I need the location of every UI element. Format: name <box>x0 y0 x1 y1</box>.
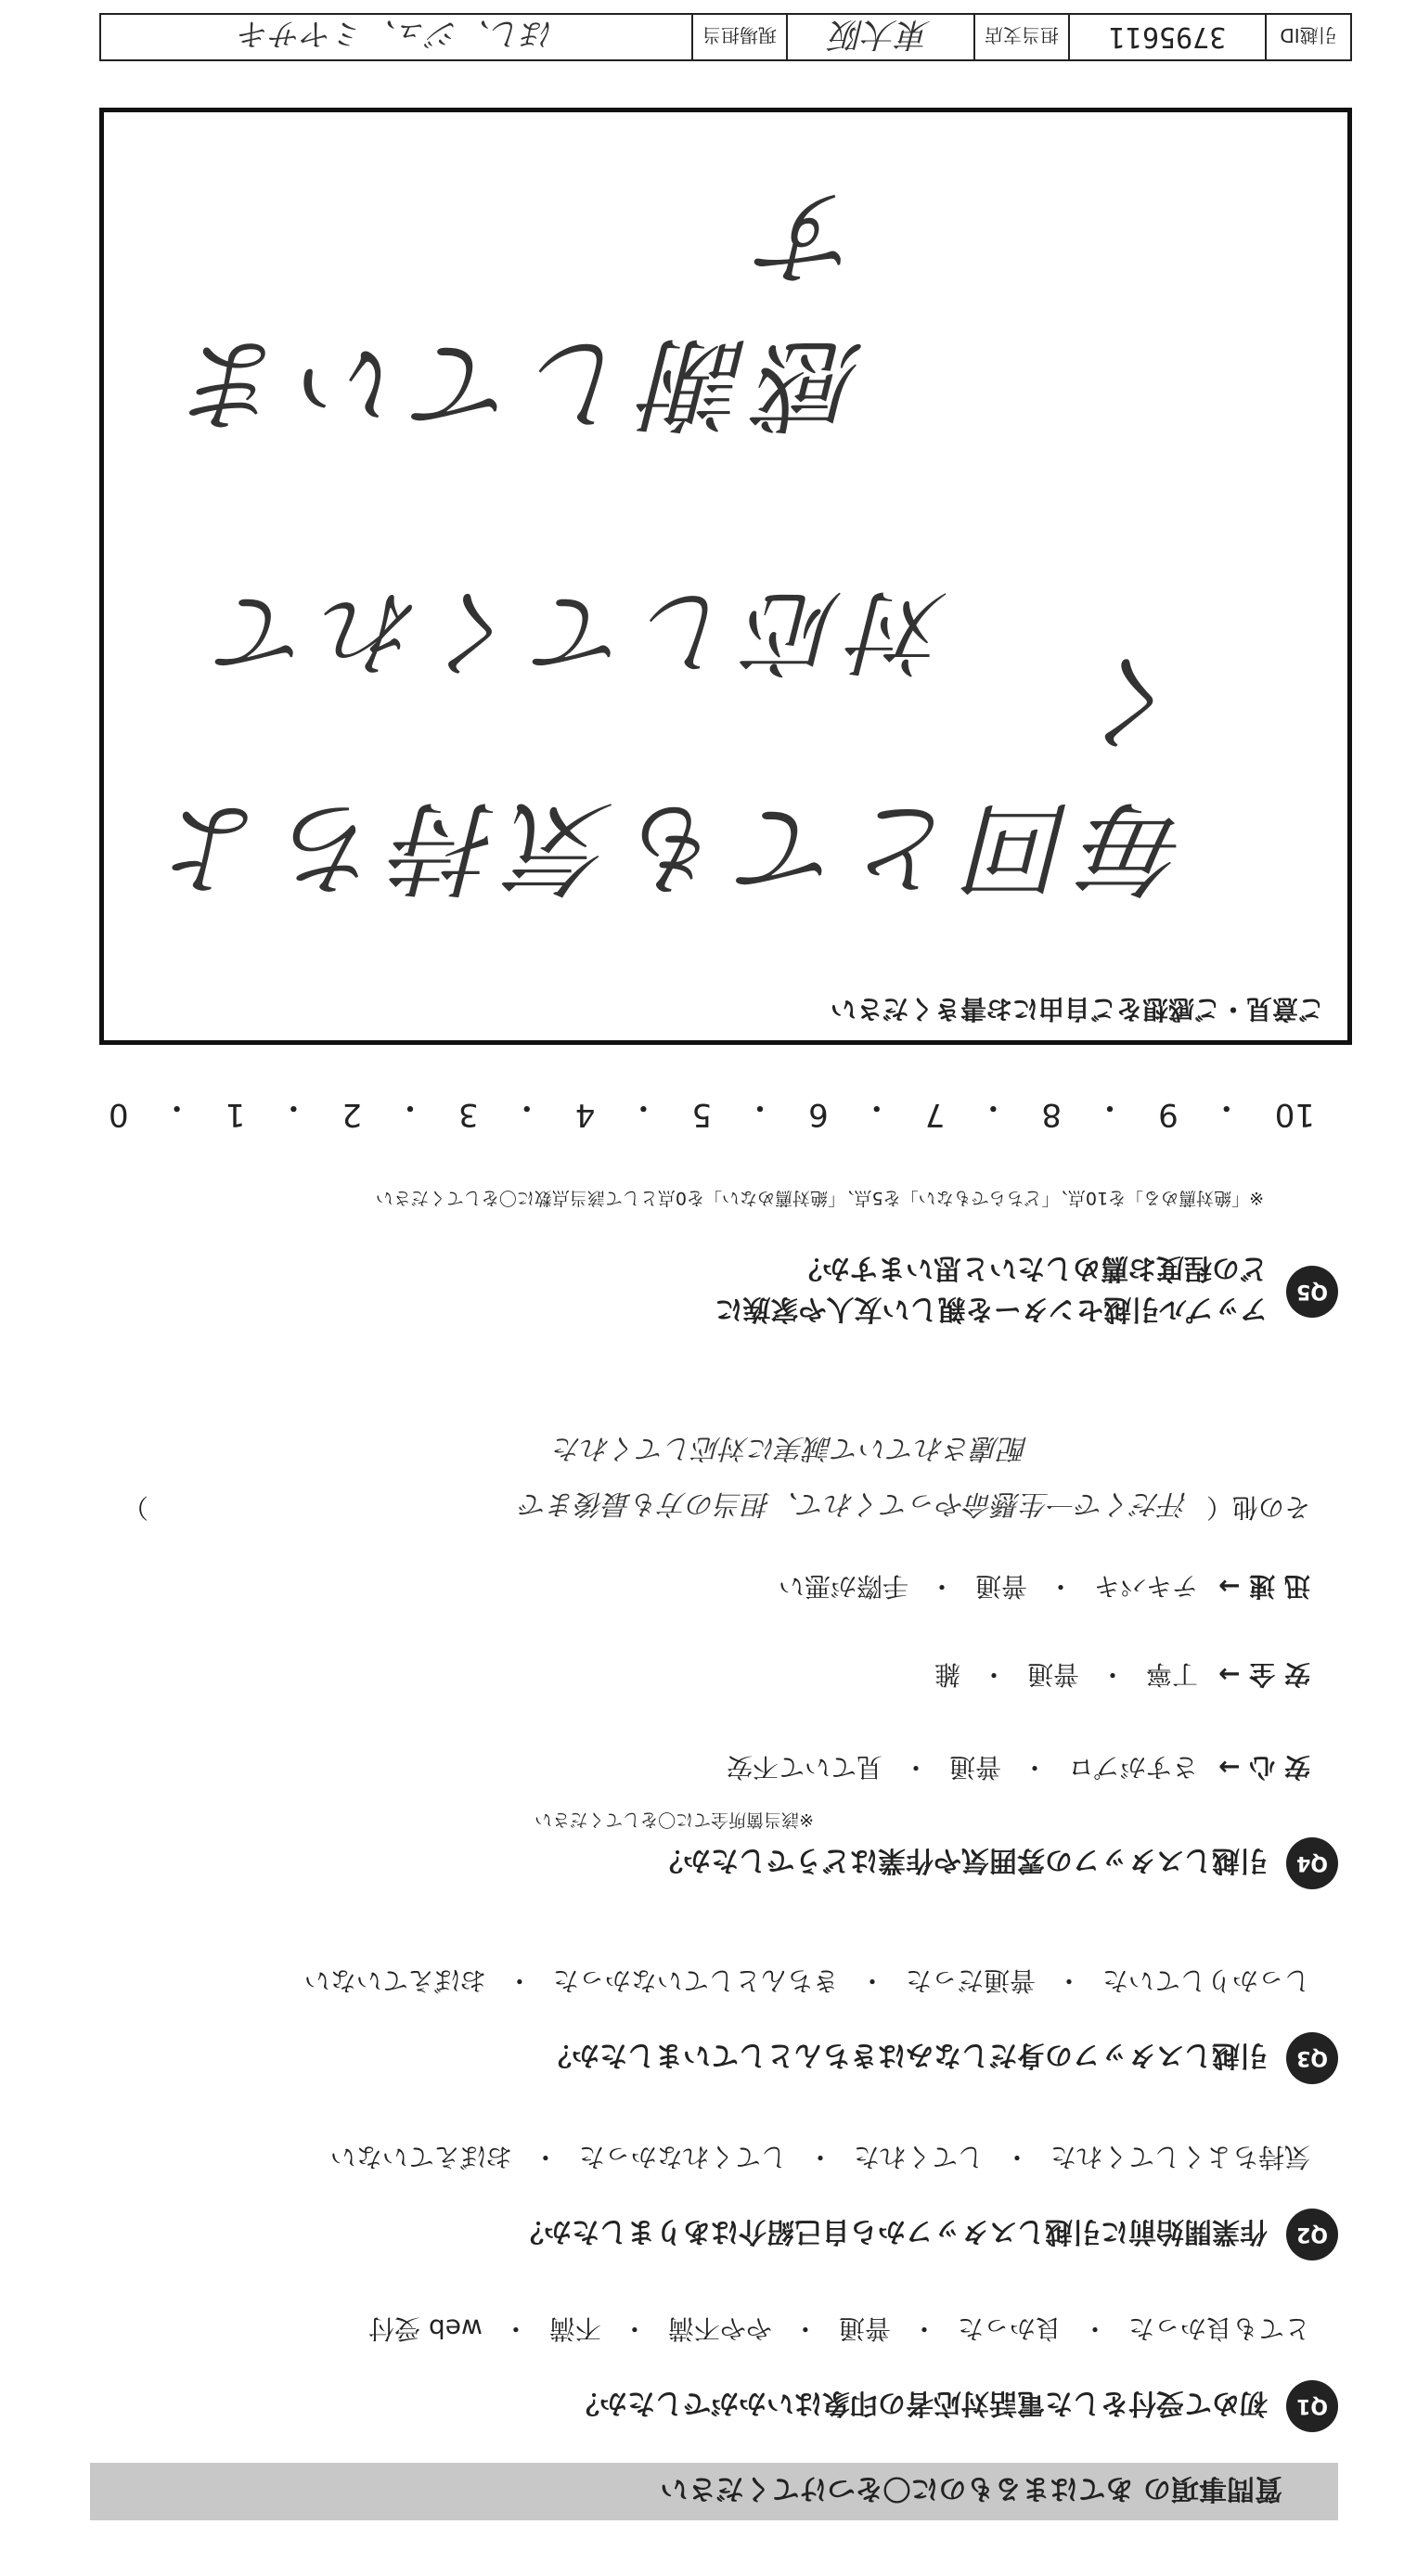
q1-text: 初めて受付をした電話対応者の印象はいかがでしたか？ <box>572 2387 1268 2419</box>
staff-value: ほし、ジュ、ミヤサキ <box>238 15 554 53</box>
comment-line-2: 対応してくれて <box>208 577 948 686</box>
q4-note: ※該当箇所全てに〇をしてください <box>535 1810 814 1830</box>
q3-option[interactable]: きちんとしていなかった <box>552 1965 839 1996</box>
q5-score[interactable]: 0 <box>109 1096 129 1133</box>
q5-score[interactable]: 1 <box>225 1096 246 1133</box>
q1-heading <box>572 2380 1338 2432</box>
id-value: 3795611 <box>1068 15 1265 59</box>
q5-icon: Q5 <box>1286 1266 1338 1318</box>
q5-score[interactable]: 7 <box>924 1096 946 1133</box>
comment-line-1: 毎回とても気持ちよく <box>154 641 1190 907</box>
q3-options: しっかりしていた ・ 普通だった ・ きちんとしていなかった ・ おぼえていない <box>304 1964 1310 2001</box>
q3-heading <box>544 2032 1338 2084</box>
q2-option[interactable]: 気持ちよくしてくれた <box>1050 2142 1310 2172</box>
comment-label: ご意見・ご感想をご自由にお書きください <box>830 994 1324 1024</box>
q4-option[interactable]: テキパキ <box>1094 1571 1199 1602</box>
q4-option[interactable]: 見ていて不安 <box>726 1752 882 1783</box>
q1-option[interactable]: 良かった <box>957 2313 1062 2344</box>
q4-row-anzen: 安 全 → 丁寧 ・ 普通 ・ 雑 <box>934 1657 1310 1694</box>
q5-score[interactable]: 6 <box>808 1096 829 1133</box>
q2-heading <box>516 2209 1338 2260</box>
instruction-bar: 質問事項の あてはまるものに〇をつけてください <box>90 2463 1338 2520</box>
q4-row-anshin: 安 心 → さすがプロ ・ 普通 ・ 見ていて不安 <box>727 1750 1310 1787</box>
branch-value: 東大阪 <box>786 15 973 59</box>
q4-option[interactable]: 丁寧 <box>1146 1659 1199 1690</box>
q5-score[interactable]: 8 <box>1041 1096 1063 1133</box>
q1-option[interactable]: web 受付 <box>368 2313 483 2344</box>
q4-other-handwritten-1: 汗だくで一生懸命やってくれて、担当の方も最後まで <box>520 1488 1188 1520</box>
q5-score[interactable]: 5 <box>691 1096 713 1133</box>
q5-score[interactable]: 10 <box>1274 1096 1315 1133</box>
q2-options: 気持ちよくしてくれた ・ してくれた ・ してくれなかった ・ おぼえていない <box>330 2140 1310 2177</box>
q4-text: 引越しスタッフの雰囲気や作業はどうでしたか？ <box>655 1844 1268 1876</box>
q4-other-row <box>122 1487 1310 1527</box>
q1-option[interactable]: やや不満 <box>667 2313 772 2344</box>
q4-option[interactable]: 普通 <box>974 1571 1027 1602</box>
q5-note: ※「絶対薦める」を10点、「どちらでもない」を5点、「絶対薦めない」を0点として該当点数に〇をしてください <box>375 1188 1264 1208</box>
q4-row-label: 安 心 → <box>1218 1752 1310 1783</box>
q4-other-label: その他（ <box>1205 1492 1310 1523</box>
q4-option[interactable]: 普通 <box>1026 1659 1079 1690</box>
q5-text-line1: アップル引越センターを親しい友人や家族に <box>715 1293 1268 1325</box>
q1-option[interactable]: 不満 <box>548 2313 601 2344</box>
q3-option[interactable]: おぼえていない <box>303 1965 486 1996</box>
q4-other-close: ） <box>122 1492 149 1523</box>
q4-row-label: 迅 速 → <box>1218 1571 1310 1602</box>
q4-heading <box>655 1837 1338 1889</box>
q4-icon: Q4 <box>1286 1837 1338 1889</box>
q5-scale: 10 ・ 9 ・ 8 ・ 7 ・ 6 ・ 5 ・ 4 ・ 3 ・ 2 ・ 1 ・ 0 <box>109 1088 1315 1133</box>
id-label: 引越ID <box>1265 15 1350 59</box>
q5-score[interactable]: 4 <box>574 1096 596 1133</box>
q3-icon: Q3 <box>1286 2032 1338 2084</box>
q5-score[interactable]: 3 <box>458 1096 479 1133</box>
q2-icon: Q2 <box>1286 2209 1338 2260</box>
comment-box[interactable] <box>99 108 1352 1045</box>
q4-option[interactable]: 手際が悪い <box>778 1571 908 1602</box>
branch-label: 担当支店 <box>973 15 1068 59</box>
q4-row-jinsoku: 迅 速 → テキパキ ・ 普通 ・ 手際が悪い <box>779 1569 1310 1606</box>
q2-text: 作業開始前に引越しスタッフから自己紹介はありましたか？ <box>516 2215 1268 2248</box>
q4-row-label: 安 全 → <box>1218 1659 1310 1690</box>
staff-label: 現場担当 <box>691 15 786 59</box>
q3-text: 引越しスタッフの身だしなみはきちんとしていましたか？ <box>544 2039 1268 2071</box>
q2-option[interactable]: してくれなかった <box>578 2142 787 2172</box>
q3-option[interactable]: 普通だった <box>905 1965 1036 1996</box>
q1-icon: Q1 <box>1286 2380 1338 2432</box>
header-table <box>99 13 1352 61</box>
q1-option[interactable]: とても良かった <box>1127 2313 1310 2344</box>
q5-score[interactable]: 9 <box>1158 1096 1179 1133</box>
q5-text-line2: どの程度お薦めしたいと思いますか？ <box>794 1252 1268 1284</box>
q4-option[interactable]: さすがプロ <box>1068 1752 1199 1783</box>
q2-option[interactable]: してくれた <box>853 2142 984 2172</box>
q4-option[interactable]: 雑 <box>934 1659 960 1690</box>
q4-option[interactable]: 普通 <box>948 1752 1001 1783</box>
q5-heading <box>715 1251 1339 1333</box>
comment-line-3: 感謝しています <box>174 177 865 443</box>
q1-option[interactable]: 普通 <box>838 2313 891 2344</box>
q1-options: とても良かった ・ 良かった ・ 普通 ・ やや不満 ・ 不満 ・ web 受付 <box>368 2312 1310 2349</box>
q5-score[interactable]: 2 <box>341 1096 362 1133</box>
q2-option[interactable]: おぼえていない <box>329 2142 512 2172</box>
q3-option[interactable]: しっかりしていた <box>1101 1965 1310 1996</box>
q4-other-handwritten-2: 配慮されていて誠実に対応してくれた <box>554 1432 1027 1464</box>
